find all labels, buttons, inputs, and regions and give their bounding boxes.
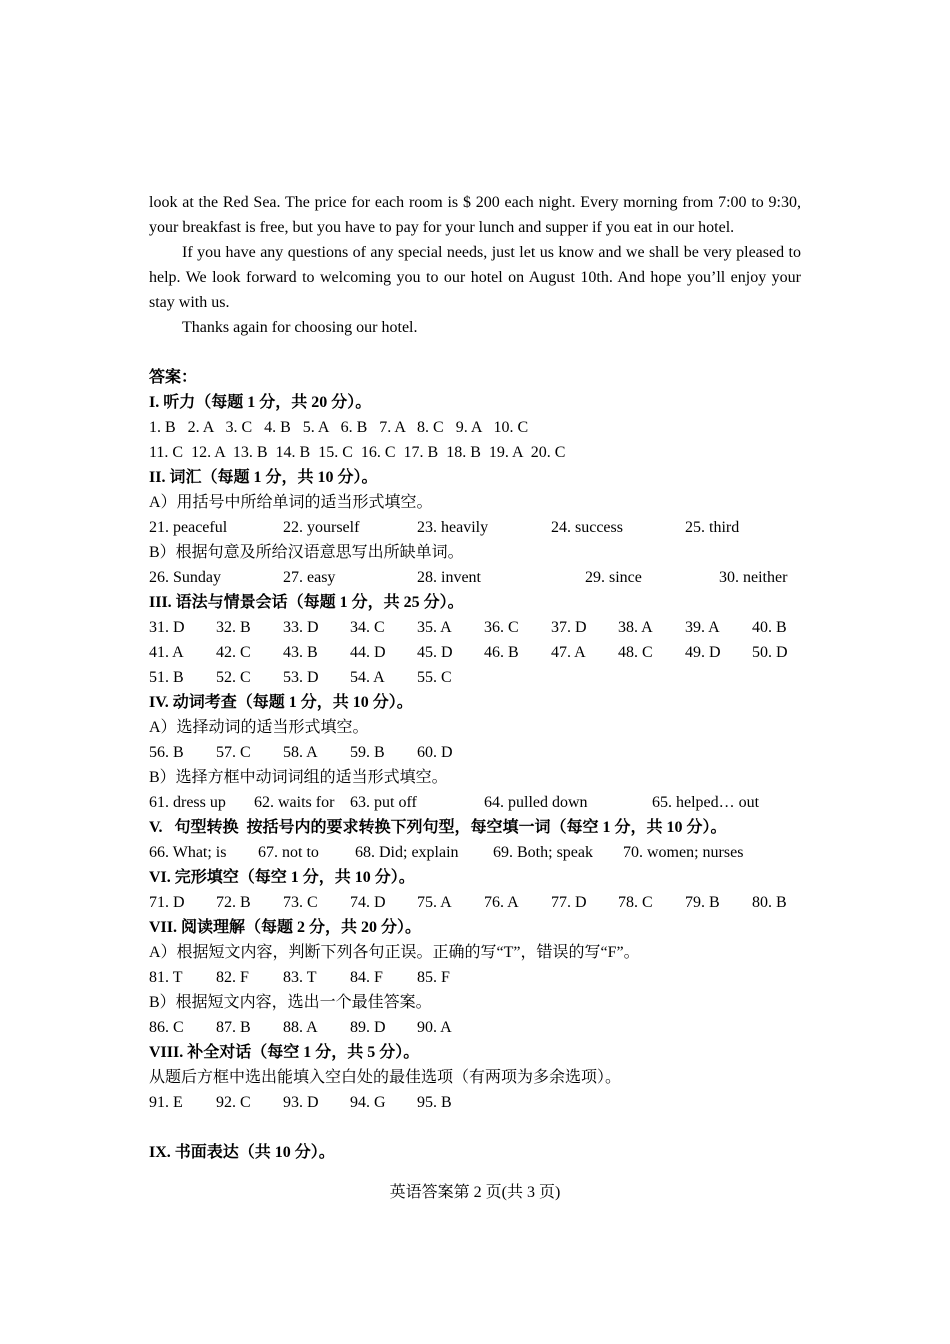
section-heading-cloze: VI. 完形填空（每空 1 分，共 10 分）。 (149, 869, 415, 886)
answer-cell: 83. T (283, 969, 317, 986)
section-heading-listening: I. 听力（每题 1 分，共 20 分）。 (149, 394, 372, 411)
answer-cell: 64. pulled down (484, 794, 588, 811)
answer-cell: 91. E (149, 1094, 183, 1111)
answer-cell: 78. C (618, 894, 653, 911)
intro-paragraph-1: look at the Red Sea. The price for each room is $ 200 each night. Every morning from 7:00 to 9:30, your breakfast is free, but you have to pay for your lunch and supper if you eat in our hotel. (149, 194, 801, 236)
answer-cell: 76. A (484, 894, 519, 911)
answers-label: 答案： (149, 369, 198, 386)
answer-cell: 43. B (283, 644, 318, 661)
answer-cell: 46. B (484, 644, 519, 661)
answer-cell: 58. A (283, 744, 318, 761)
answer-cell: 71. D (149, 894, 185, 911)
listening-answers-row-2: 11. C 12. A 13. B 14. B 15. C 16. C 17. B 18. B 19. A 20. C (149, 444, 566, 461)
answer-cell: 36. C (484, 619, 519, 636)
answer-cell: 67. not to (258, 844, 319, 861)
answer-cell: 37. D (551, 619, 587, 636)
answer-cell: 53. D (283, 669, 319, 686)
answer-cell: 57. C (216, 744, 251, 761)
answer-cell: 77. D (551, 894, 587, 911)
answer-cell: 24. success (551, 519, 623, 536)
answer-cell: 84. F (350, 969, 383, 986)
answer-cell: 59. B (350, 744, 385, 761)
answer-cell: 89. D (350, 1019, 386, 1036)
answer-cell: 86. C (149, 1019, 184, 1036)
answer-cell: 32. B (216, 619, 251, 636)
grammar-answers-row-2 (149, 640, 801, 665)
answer-cell: 35. A (417, 619, 452, 636)
answer-cell: 23. heavily (417, 519, 489, 536)
answer-cell: 38. A (618, 619, 653, 636)
answer-cell: 60. D (417, 744, 453, 761)
answer-cell: 68. Did; explain (355, 844, 459, 861)
vocabulary-answers-row-b (149, 565, 801, 590)
answer-cell: 73. C (283, 894, 318, 911)
answer-cell: 55. C (417, 669, 452, 686)
section-heading-vocabulary: II. 词汇（每题 1 分，共 10 分）。 (149, 469, 378, 486)
section-heading-verbs: IV. 动词考查（每题 1 分，共 10 分）。 (149, 694, 413, 711)
vocabulary-part-a-instruction: A）用括号中所给单词的适当形式填空。 (149, 494, 433, 511)
answer-cell: 92. C (216, 1094, 251, 1111)
grammar-answers-row-3 (149, 665, 801, 690)
answer-cell: 87. B (216, 1019, 251, 1036)
answer-cell: 47. A (551, 644, 586, 661)
answer-cell: 63. put off (350, 794, 417, 811)
cloze-answers-row (149, 890, 801, 915)
answer-cell: 74. D (350, 894, 386, 911)
reading-answers-row-b (149, 1015, 801, 1040)
answer-cell: 93. D (283, 1094, 319, 1111)
answer-cell: 22. yourself (283, 519, 360, 536)
answer-cell: 49. D (685, 644, 721, 661)
answer-cell: 52. C (216, 669, 251, 686)
section-heading-dialogue: VIII. 补全对话（每空 1 分，共 5 分）。 (149, 1044, 420, 1061)
verbs-answers-row-b (149, 790, 801, 815)
section-heading-reading: VII. 阅读理解（每题 2 分，共 20 分）。 (149, 919, 422, 936)
answer-cell: 61. dress up (149, 794, 226, 811)
answer-cell: 29. since (585, 569, 642, 586)
reading-part-a-instruction: A）根据短文内容，判断下列各句正误。正确的写“T”，错误的写“F”。 (149, 944, 640, 961)
verbs-part-a-instruction: A）选择动词的适当形式填空。 (149, 719, 369, 736)
answer-cell: 21. peaceful (149, 519, 228, 536)
section-heading-grammar: III. 语法与情景会话（每题 1 分，共 25 分）。 (149, 594, 464, 611)
answer-cell: 41. A (149, 644, 184, 661)
answer-cell: 95. B (417, 1094, 452, 1111)
answer-cell: 28. invent (417, 569, 481, 586)
transformation-answers-row (149, 840, 801, 865)
answer-cell: 66. What; is (149, 844, 227, 861)
intro-paragraph-2: If you have any questions of any special needs, just let us know and we shall be very pleased to help. We look forward to welcoming you to our hotel on August 10th. And hope you’ll enjoy your stay with us. (149, 244, 801, 311)
answer-cell: 27. easy (283, 569, 336, 586)
answer-cell: 44. D (350, 644, 386, 661)
answer-cell: 31. D (149, 619, 185, 636)
answer-cell: 42. C (216, 644, 251, 661)
verbs-answers-row-a (149, 740, 801, 765)
answer-cell: 56. B (149, 744, 184, 761)
section-heading-sentence-transformation: V. 句型转换 按括号内的要求转换下列句型，每空填一词（每空 1 分，共 10 分）。 (149, 819, 727, 836)
answer-cell: 75. A (417, 894, 452, 911)
answer-cell: 54. A (350, 669, 385, 686)
answer-sheet-page (149, 190, 801, 1165)
answer-cell: 85. F (417, 969, 450, 986)
answer-cell: 82. F (216, 969, 249, 986)
answer-cell: 50. D (752, 644, 788, 661)
intro-paragraph-3: Thanks again for choosing our hotel. (182, 319, 418, 336)
answer-cell: 39. A (685, 619, 720, 636)
answer-cell: 72. B (216, 894, 251, 911)
dialogue-answers-row (149, 1090, 801, 1115)
answer-cell: 65. helped… out (652, 794, 760, 811)
answer-cell: 33. D (283, 619, 319, 636)
grammar-answers-row-1 (149, 615, 801, 640)
section-heading-writing: IX. 书面表达（共 10 分）。 (149, 1144, 335, 1161)
reading-part-b-instruction: B）根据短文内容，选出一个最佳答案。 (149, 994, 432, 1011)
vocabulary-part-b-instruction: B）根据句意及所给汉语意思写出所缺单词。 (149, 544, 464, 561)
answer-cell: 80. B (752, 894, 787, 911)
vocabulary-answers-row-a (149, 515, 801, 540)
answer-cell: 26. Sunday (149, 569, 221, 586)
listening-answers-row-1: 1. B 2. A 3. C 4. B 5. A 6. B 7. A 8. C 9. A 10. C (149, 419, 529, 436)
answer-cell: 94. G (350, 1094, 386, 1111)
answer-cell: 79. B (685, 894, 720, 911)
reading-answers-row-a (149, 965, 801, 990)
verbs-part-b-instruction: B）选择方框中动词词组的适当形式填空。 (149, 769, 448, 786)
answer-cell: 69. Both; speak (493, 844, 593, 861)
answer-cell: 62. waits for (254, 794, 335, 811)
answer-cell: 45. D (417, 644, 453, 661)
answer-cell: 70. women; nurses (623, 844, 744, 861)
page-footer: 英语答案第 2 页(共 3 页) (389, 1184, 561, 1201)
answer-cell: 40. B (752, 619, 787, 636)
dialogue-instruction: 从题后方框中选出能填入空白处的最佳选项（有两项为多余选项）。 (149, 1069, 622, 1086)
answer-cell: 48. C (618, 644, 653, 661)
answer-cell: 88. A (283, 1019, 318, 1036)
answer-cell: 51. B (149, 669, 184, 686)
answer-cell: 90. A (417, 1019, 452, 1036)
answer-cell: 81. T (149, 969, 183, 986)
answer-cell: 30. neither (719, 569, 788, 586)
answer-cell: 25. third (685, 519, 740, 536)
answer-cell: 34. C (350, 619, 385, 636)
